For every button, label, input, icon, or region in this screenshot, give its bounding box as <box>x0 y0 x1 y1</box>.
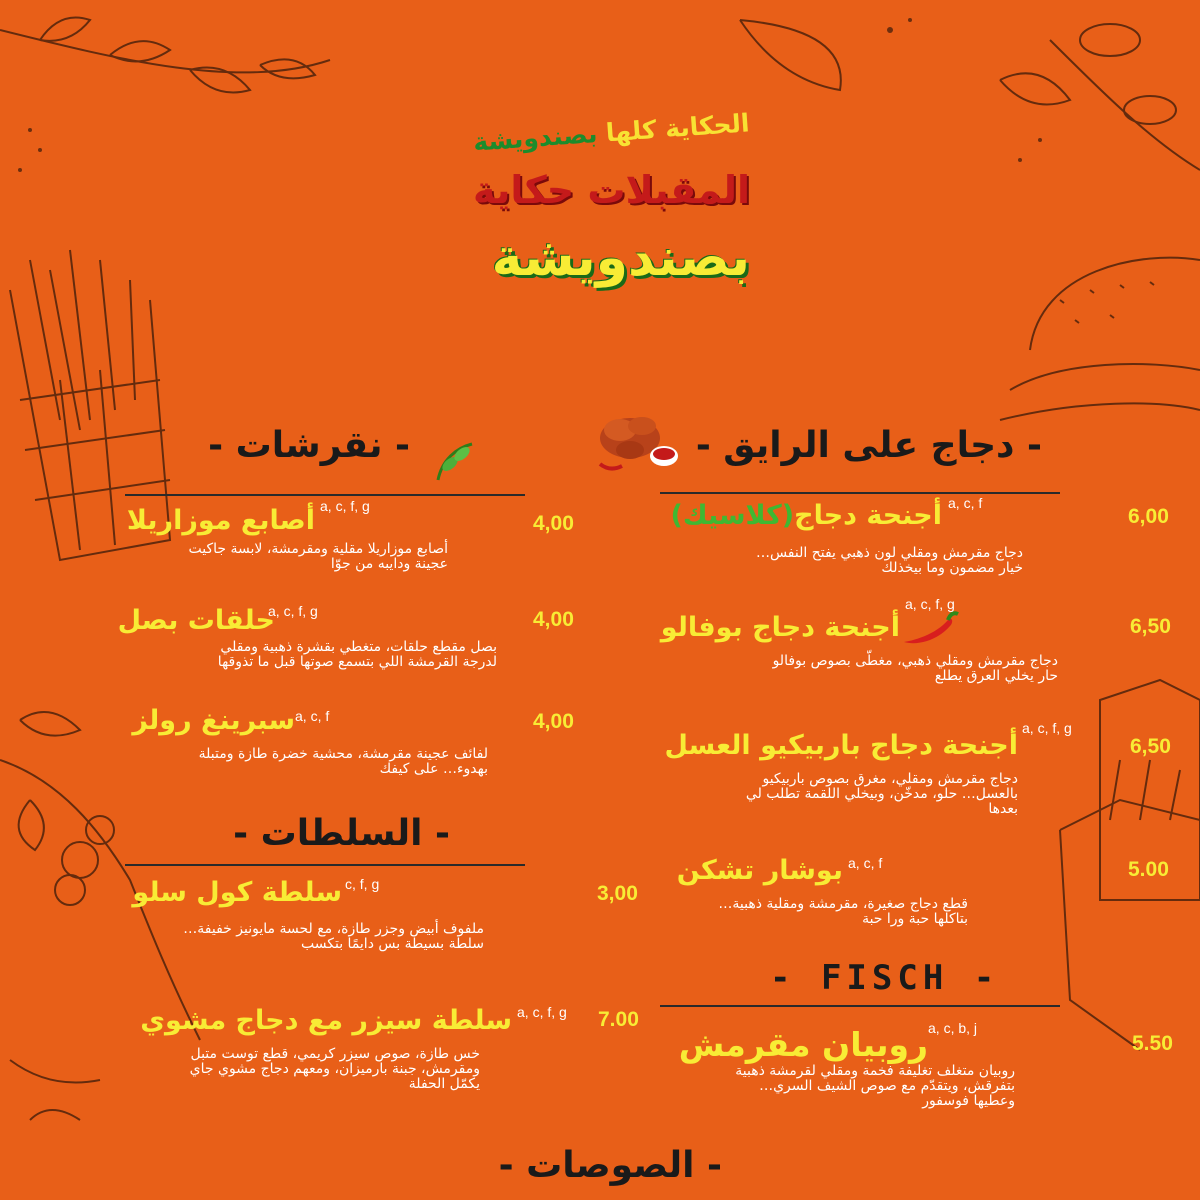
item-allergens-wings-buffalo: a, c, f, g <box>905 596 955 612</box>
item-name-mozzarella: أصابع موزاريلا <box>126 505 315 536</box>
item-price-caesar: 7.00 <box>598 1008 639 1031</box>
page-title-brand: بصندويشة <box>491 228 750 288</box>
item-allergens-shrimp: a, c, b, j <box>928 1020 978 1036</box>
tagline <box>473 108 751 156</box>
section-title-chicken: - دجاج على الرايق - <box>695 425 1042 466</box>
item-name-wings-bbq: أجنحة دجاج باربيكيو العسل <box>664 730 1018 761</box>
item-allergens-spring-rolls: a, c, f <box>295 708 330 724</box>
chili-pepper-icon <box>898 610 960 646</box>
item-desc-coleslaw: ملفوف أبيض وجزر طازة، مع لحسة مايونيز خفيفة… سلطة بسيطة بس دايمًا بتكسب <box>183 921 484 952</box>
item-allergens-caesar: a, c, f, g <box>517 1004 567 1020</box>
leaf-icon <box>432 440 476 484</box>
item-desc-wings-bbq: دجاج مقرمش ومقلي، مغرق بصوص باربيكيو بالعسل… حلو، مدخّن، وبيخلي اللقمة تطلب لي بعدها <box>745 771 1018 817</box>
item-desc-spring-rolls: لفائف عجينة مقرمشة، محشية خضرة طازة ومتبلة بهدوء… على كيفك <box>198 746 488 777</box>
item-name-wings-buffalo: أجنحة دجاج بوفالو <box>660 612 900 643</box>
page-title-line1: المقبلات حكاية <box>473 168 750 212</box>
item-allergens-coleslaw: c, f, g <box>345 876 380 892</box>
item-desc-popcorn: قطع دجاج صغيرة، مقرمشة ومقلية ذهبية… بتاكلها حبة ورا حبة <box>718 896 968 927</box>
section-title-fisch: - FISCH - <box>770 958 1000 998</box>
divider-chicken <box>660 492 1060 494</box>
section-title-sauces: - الصوصات - <box>498 1145 722 1186</box>
item-desc-caesar: خس طازة، صوص سيزر كريمي، قطع توست متبل ومقرمش، جبنة بارميزان، ومعهم دجاج مشوي جاي يكمّل الحفلة <box>189 1046 480 1092</box>
section-title-snacks: - نقرشات - <box>208 425 410 466</box>
item-price-wings-buffalo: 6,50 <box>1130 615 1171 638</box>
item-allergens-wings-bbq: a, c, f, g <box>1022 720 1072 736</box>
item-name-onion-rings: حلقات بصل <box>117 605 275 636</box>
divider-fisch <box>660 1005 1060 1007</box>
item-allergens-onion-rings: a, c, f, g <box>268 603 318 619</box>
item-allergens-popcorn: a, c, f <box>848 855 883 871</box>
item-desc-wings-buffalo: دجاج مقرمش ومقلي ذهبي، مغطّى بصوص بوفالو حار يخلي العرق يطلع <box>772 653 1058 684</box>
item-price-popcorn: 5.00 <box>1128 858 1169 881</box>
item-name-popcorn: بوشار تشكن <box>676 855 843 886</box>
item-allergens-wings-classic: a, c, f <box>948 495 983 511</box>
tagline-text: الحكاية كلها <box>596 108 751 148</box>
item-desc-mozzarella: أصابع موزاريلا مقلية ومقرمشة، لابسة جاكيت عجينة ودايبه من جوّا <box>188 541 448 572</box>
item-price-wings-classic: 6,00 <box>1128 505 1169 528</box>
item-name-coleslaw: سلطة كول سلو <box>132 877 342 908</box>
tagline-brand: بصندويشة <box>472 119 599 157</box>
divider-salads <box>125 864 525 866</box>
divider-snacks <box>125 494 525 496</box>
item-name-spring-rolls: سبرينغ رولز <box>132 705 295 736</box>
chicken-wings-icon <box>590 400 694 480</box>
item-price-wings-bbq: 6,50 <box>1130 735 1171 758</box>
item-desc-onion-rings: بصل مقطع حلقات، متغطي بقشرة ذهبية ومقلي لدرجة القرمشة اللي بتسمع صوتها قبل ما تذوقها <box>217 639 497 670</box>
item-price-coleslaw: 3,00 <box>597 882 638 905</box>
item-price-mozzarella: 4,00 <box>533 512 574 535</box>
item-price-shrimp: 5.50 <box>1132 1032 1173 1055</box>
section-title-salads: - السلطات - <box>233 813 450 854</box>
item-allergens-mozzarella: a, c, f, g <box>320 498 370 514</box>
item-desc-shrimp: روبيان متغلف تغليفة فخمة ومقلي لقرمشة ذهبية بتفرقش، ويتقدّم مع صوص الشيف السري… وعطيها فوسفور <box>735 1063 1015 1109</box>
item-price-onion-rings: 4,00 <box>533 608 574 631</box>
item-name-caesar: سلطة سيزر مع دجاج مشوي <box>140 1005 512 1036</box>
item-price-spring-rolls: 4,00 <box>533 710 574 733</box>
item-name-shrimp: روبيان مقرمش <box>678 1025 928 1064</box>
item-desc-wings-classic: دجاج مقرمش ومقلي لون ذهبي يفتح النفس… خيار مضمون وما بيخذلك <box>755 545 1023 576</box>
item-name-wings-classic: أجنحة دجاج(كلاسيك) <box>670 500 942 531</box>
